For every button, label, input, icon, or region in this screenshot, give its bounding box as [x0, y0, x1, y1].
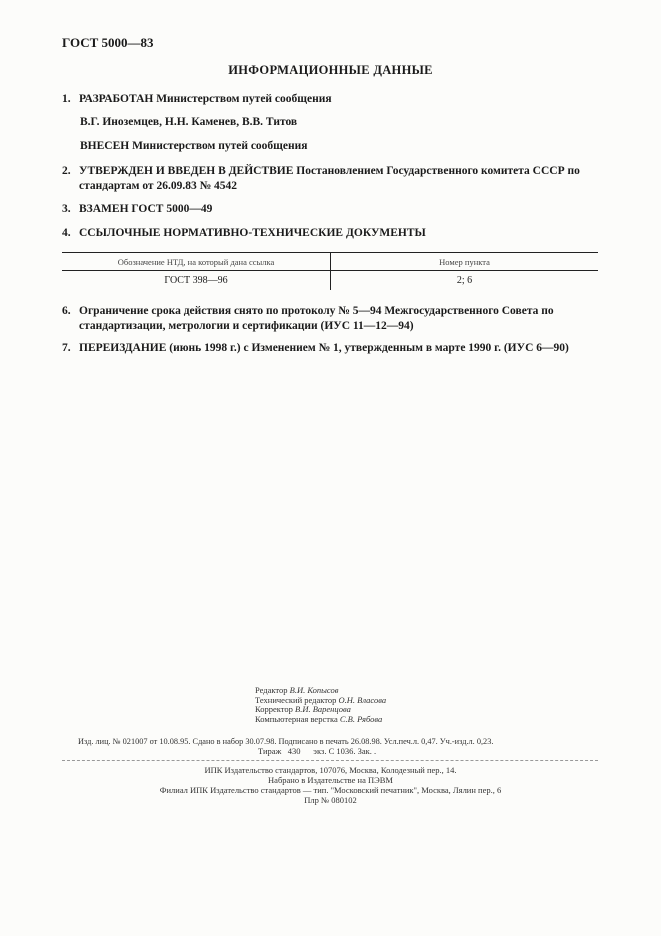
item-4-text: ССЫЛОЧНЫЕ НОРМАТИВНО-ТЕХНИЧЕСКИЕ ДОКУМЕНТЫ: [79, 227, 426, 239]
item-3-text: ВЗАМЕН ГОСТ 5000—49: [79, 203, 213, 215]
item-6-line1: Ограничение срока действия снято по протоколу № 5—94 Межгосударственного Совета по: [79, 305, 554, 317]
credit-corrector-name: В.И. Варенцова: [295, 704, 351, 714]
item-6: [62, 304, 607, 334]
item-3: [62, 202, 212, 217]
printer-branch: Филиал ИПК Издательство стандартов — тип. "Московский печатник", Москва, Лялин пер., 6: [159, 785, 502, 795]
credits-block: [0, 686, 661, 724]
item-3-number: 3.: [62, 203, 71, 215]
divider: [62, 760, 598, 761]
reference-table: [62, 252, 598, 290]
publication-line-2: Тираж 430 экз. С 1036. Зак. .: [258, 746, 377, 756]
credit-layout-name: С.В. Рябова: [339, 713, 383, 724]
item-2-line1: УТВЕРЖДЕН И ВВЕДЕН В ДЕЙСТВИЕ Постановлением Государственного комитета СССР по: [79, 165, 580, 177]
item-4-number: 4.: [62, 227, 71, 239]
item-1-number: 1.: [62, 93, 71, 105]
item-2-line2: стандартам от 26.09.83 № 4542: [79, 180, 238, 192]
item-2-number: 2.: [62, 165, 71, 177]
item-7: [62, 341, 569, 356]
publisher-address: ИПК Издательство стандартов, 107076, Москва, Колодезный пер., 14.: [204, 765, 457, 775]
credit-layout-label: Компьютерная верстка: [255, 713, 338, 724]
table-cell-doc: ГОСТ 398—96: [62, 271, 331, 291]
credit-layout: [255, 715, 661, 725]
credit-corrector-label: Корректор: [255, 704, 293, 714]
introduced-line: ВНЕСЕН Министерством путей сообщения: [80, 140, 308, 152]
credit-editor-name: В.И. Копысов: [289, 685, 339, 695]
credit-editor-label: Редактор: [255, 685, 288, 695]
item-6-line2: стандартизации, метрологии и сертификации (ИУС 11—12—94): [79, 320, 414, 332]
item-6-number: 6.: [62, 305, 71, 317]
authors-line: В.Г. Иноземцев, Н.Н. Каменев, В.В. Титов: [80, 116, 298, 128]
credit-tech-editor-label: Технический редактор: [255, 694, 337, 705]
plr-number: Плр № 080102: [304, 795, 357, 805]
table-header-row: [62, 253, 598, 271]
item-1-text: РАЗРАБОТАН Министерством путей сообщения: [79, 93, 332, 105]
table-row: [62, 271, 598, 291]
page-title: ИНФОРМАЦИОННЫЕ ДАННЫЕ: [228, 63, 433, 77]
table-header-doc: Обозначение НТД, на который дана ссылка: [62, 253, 331, 271]
item-2: [62, 164, 607, 194]
item-7-number: 7.: [62, 342, 71, 354]
document-code: ГОСТ 5000—83: [62, 35, 154, 50]
item-1: [62, 92, 332, 107]
table-cell-clause: 2; 6: [456, 275, 473, 286]
publication-line-1: Изд. лиц. № 021007 от 10.08.95. Сдано в набор 30.07.98. Подписано в печать 26.08.98. Усл.печ.л. 0,47. Уч.-изд.л. 0,23.: [78, 737, 494, 746]
typeset-note: Набрано в Издательстве на ПЭВМ: [268, 775, 393, 785]
table-header-clause: Номер пункта: [331, 253, 599, 271]
item-4: [62, 226, 426, 241]
credit-tech-editor-name: О.Н. Власова: [338, 694, 387, 705]
item-7-text: ПЕРЕИЗДАНИЕ (июнь 1998 г.) с Изменением № 1, утвержденным в марте 1990 г. (ИУС 6—90): [79, 342, 569, 354]
